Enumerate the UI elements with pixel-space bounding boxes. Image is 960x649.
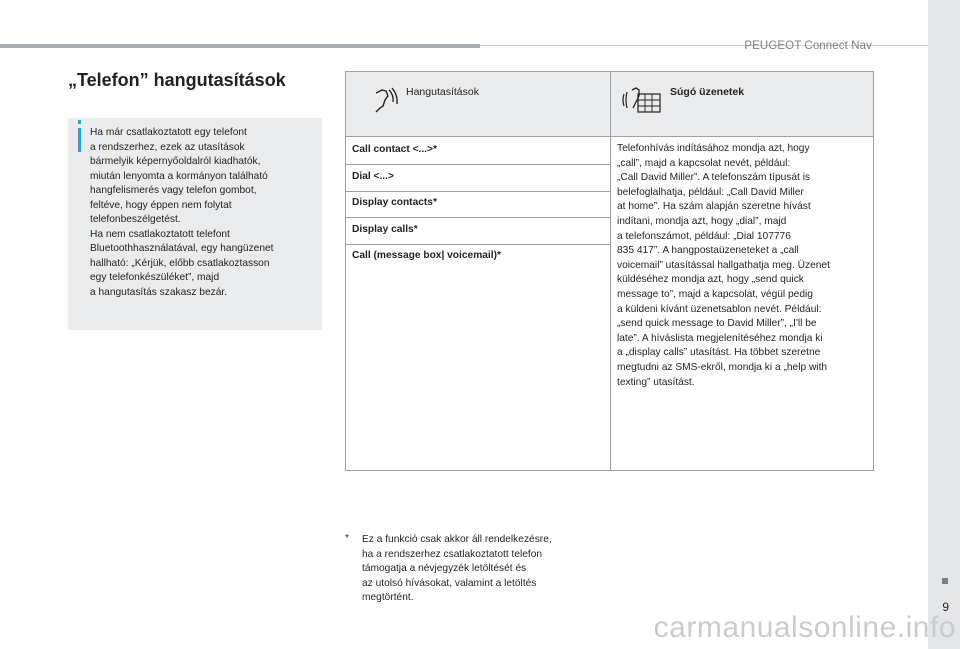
row-divider	[346, 191, 610, 192]
left-header-label: Hangutasítások	[406, 86, 479, 98]
help-message-icon	[622, 84, 662, 125]
info-text: Ha már csatlakoztatott egy telefont a rendszerhez, ezek az utasítások bármelyik képernyőoldalról kiadhatók, miután lenyomta a kormányon található hangfelismerés vagy telefon gombot, feltéve, hogy éppen nem folytat telefonbeszélgetést. Ha nem csatlakoztatott telefont Bluetoothhasználatával, egy hangüzenet hallható: „Kérjük, előbb csatlakoztasson egy telefonkészüléket”, majd a hangutasítás szakasz bezár.	[90, 127, 274, 298]
command-call-contact: Call contact <...>*	[352, 144, 437, 155]
command-call-voicemail: Call (message box| voicemail)*	[352, 250, 501, 261]
footnote-marker: *	[345, 533, 349, 544]
voice-command-icon	[366, 84, 400, 123]
brand-header: PEUGEOT Connect Nav	[744, 40, 872, 52]
row-divider	[346, 217, 610, 218]
info-icon	[78, 120, 81, 124]
row-divider	[346, 164, 610, 165]
header-rule	[0, 44, 480, 48]
column-divider	[610, 72, 611, 470]
info-icon-bar	[78, 128, 81, 152]
command-display-calls: Display calls*	[352, 224, 418, 235]
footnote-text: Ez a funkció csak akkor áll rendelkezésre, ha a rendszerhez csatlakoztatott telefon támogatja a névjegyzék letöltését és az utolsó hívásokat, valamint a letöltés megtörtént.	[362, 534, 552, 603]
watermark: carmanualsonline.info	[653, 611, 956, 644]
command-dial: Dial <...>	[352, 171, 394, 182]
page-number: 9	[942, 600, 949, 614]
info-box	[68, 118, 322, 330]
row-divider	[346, 244, 610, 245]
page-title: „Telefon” hangutasítások	[68, 70, 286, 90]
help-description: Telefonhívás indításához mondja azt, hogy „call”, majd a kapcsolat nevét, például: „Call David Miller”. A telefonszám típusát is belefoglalhatja, például: „Call David Miller at home”. Ha szám alapján szeretne hívást indítani, mondja azt, hogy „dial”, majd a telefonszámot, például: „Dial 107776 835 417”. A hangpostaüzeneteket a „call voicemail” utasítással hallgathatja meg. Üzenet küldéséhez mondja azt, hogy „send quick message to”, majd a kapcsolat, végül pedig a küldeni kívánt üzenetsablon nevét. Például: „send quick message to David Miller”, „I'll be late”. A híváslista megjelenítéséhez mondja ki a „display calls” utasítást. Ha többet szeretne megtudni az SMS-ekről, mondja ki a „help with texting” utasítást.	[617, 143, 830, 388]
page-marker	[942, 578, 948, 584]
right-header-label: Súgó üzenetek	[670, 86, 745, 98]
voice-command-table	[345, 71, 874, 471]
side-band	[928, 0, 960, 649]
command-display-contacts: Display contacts*	[352, 197, 437, 208]
